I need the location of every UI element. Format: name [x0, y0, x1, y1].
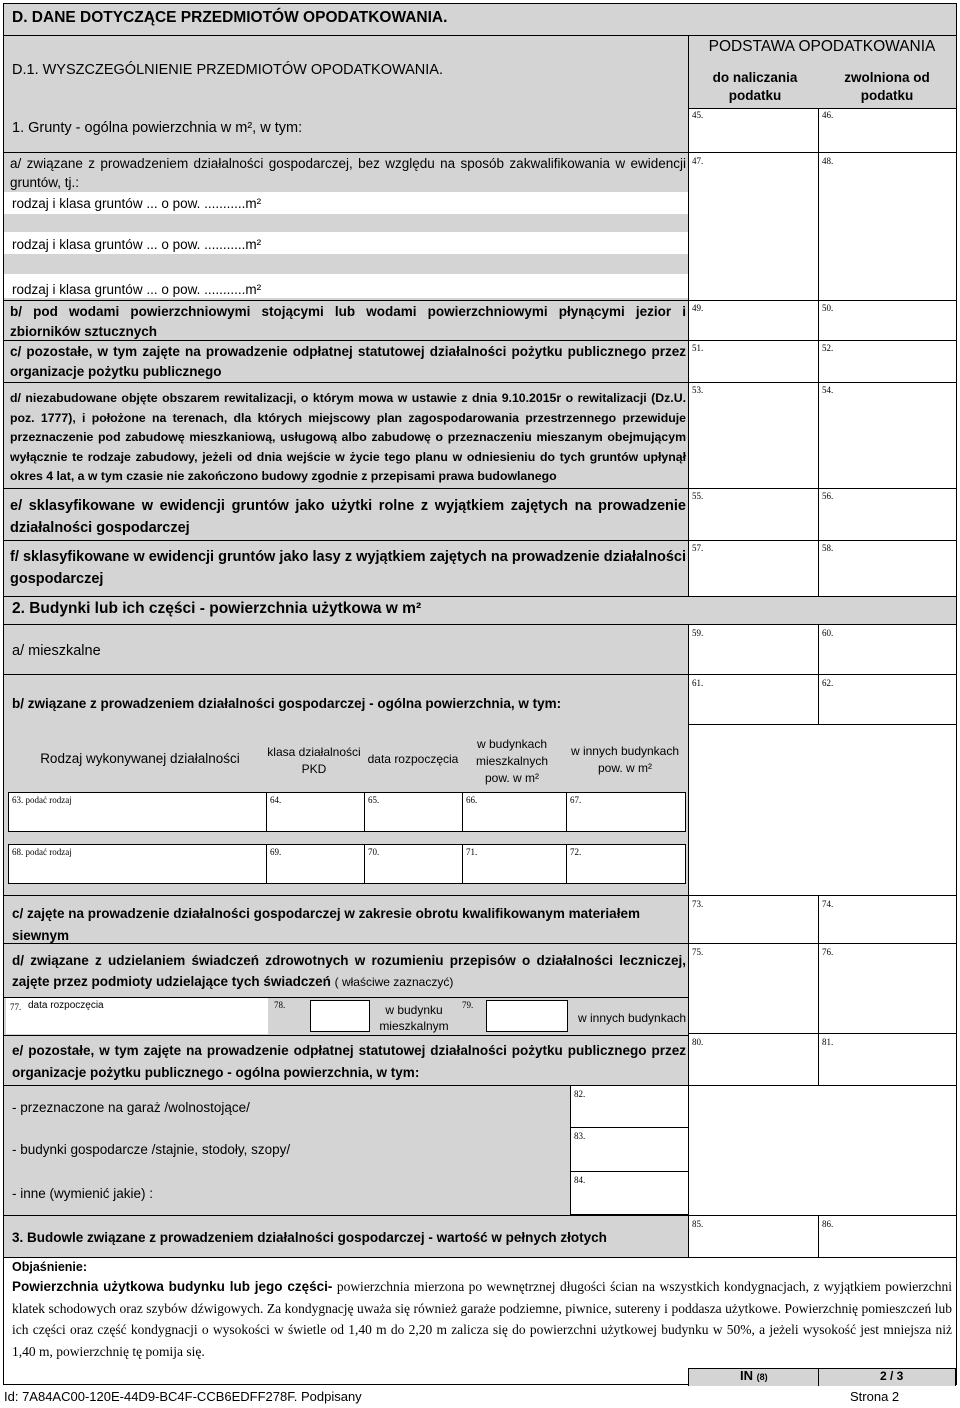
- field-48[interactable]: [818, 153, 956, 300]
- field-56[interactable]: [818, 489, 956, 540]
- field-53[interactable]: [688, 383, 818, 488]
- num-50: 50.: [822, 303, 834, 313]
- footer-box-divider: [818, 1368, 819, 1386]
- page-fraction: 2 / 3: [880, 1369, 904, 1383]
- field-59[interactable]: [688, 625, 818, 674]
- num-60: 60.: [822, 628, 834, 638]
- label-w-innych-budynkach: w innych budynkach: [578, 1011, 687, 1025]
- num-82: 82.: [574, 1089, 586, 1099]
- th-pkd: klasa działalności PKD: [267, 745, 361, 776]
- form-code-main: IN: [740, 1368, 753, 1383]
- field-81[interactable]: [818, 1033, 956, 1085]
- field-60[interactable]: [818, 625, 956, 674]
- grunty-f-text: f/ sklasyfikowane w ewidencji gruntów jako lasy z wyjątkiem zajętych na prowadzenie działalności gospodarczej: [10, 549, 686, 587]
- field-55[interactable]: [688, 489, 818, 540]
- budynki-e-text-a: e/ pozostałe, w tym zajęte na prowadzenie odpłatnej statutowej działalności pożytku publicznego przez organizacje pożytku publicznego: [12, 1043, 686, 1080]
- num-83: 83.: [574, 1131, 586, 1141]
- budynki-c-text: c/ zajęte na prowadzenie działalności gospodarczej w zakresie obrotu kwalifikowanym materiałem siewnym: [12, 906, 640, 943]
- field-83[interactable]: [570, 1127, 688, 1171]
- budynki-b-text: b/ związane z prowadzeniem działalności gospodarczej - ogólna powierzchnia, w tym:: [12, 696, 562, 711]
- budynki-e-text-b: - ogólna powierzchnia, w tym:: [227, 1065, 420, 1080]
- section-d-title: D. DANE DOTYCZĄCE PRZEDMIOTÓW OPODATKOWANIA.: [12, 9, 448, 26]
- num-64: 64.: [270, 795, 282, 805]
- budowle-title: 3. Budowle związane z prowadzeniem działalności gospodarczej - wartość w pełnych złotych: [12, 1230, 607, 1245]
- label-gospodarcze: - budynki gospodarcze /stajnie, stodoły, szopy/: [12, 1142, 291, 1157]
- objasnienie-body: powierzchnia mierzona po wewnętrznej długości ścian na wszystkich kondygnacjach, z wyjątkiem powierzchni klatek schodowych oraz szybów dźwigowych. Za kondygnację uważa się również garaże podziemne, piwnice, sutereny i poddasza użytkowe. Powierzchnię pomieszczeń lub ich części oraz część kondygnacji o wysokości w świetle od 1,40 m do 2,20 m zalicza się do powierzchni użytkowej budynku w 50%, a jeżeli wysokość jest mniejsza niż 1,40 m, powierzchnię tę pomija się.: [12, 1279, 953, 1359]
- num-45: 45.: [692, 110, 704, 120]
- col-do-naliczania: do naliczania podatku: [712, 70, 798, 103]
- col-zwolniona: zwolniona od podatku: [844, 70, 930, 103]
- num-71: 71.: [466, 847, 478, 857]
- field-57[interactable]: [688, 541, 818, 596]
- field-85[interactable]: [688, 1215, 818, 1257]
- label-inne: - inne (wymienić jakie) :: [12, 1186, 154, 1201]
- label-data-rozpoczecia: data rozpoczęcia: [28, 1000, 104, 1011]
- num-54: 54.: [822, 385, 834, 395]
- num-78: 78.: [274, 1000, 286, 1010]
- field-52[interactable]: [818, 341, 956, 382]
- th-mieszkalne: w budynkach mieszkalnych pow. w m²: [475, 737, 549, 785]
- num-85: 85.: [692, 1219, 704, 1229]
- footer-box: [688, 1368, 956, 1386]
- cell-67[interactable]: [566, 793, 685, 831]
- num-69: 69.: [270, 847, 282, 857]
- num-81: 81.: [822, 1037, 834, 1047]
- field-86[interactable]: [818, 1215, 956, 1257]
- sub-rows-right: [688, 1085, 956, 1215]
- grunty-c-text: c/ pozostałe, w tym zajęte na prowadzenie odpłatnej statutowej działalności pożytku publicznego przez organizacje pożytku publicznego: [10, 344, 686, 379]
- num-68: 68. podać rodzaj: [12, 847, 72, 857]
- num-63: 63. podać rodzaj: [12, 795, 72, 805]
- rodzaj-line-3[interactable]: rodzaj i klasa gruntów ... o pow. ...........m²: [12, 282, 262, 297]
- field-46[interactable]: [818, 108, 956, 152]
- field-80[interactable]: [688, 1033, 818, 1085]
- num-58: 58.: [822, 543, 834, 553]
- grunty-title: 1. Grunty - ogólna powierzchnia w m², w tym:: [12, 120, 303, 136]
- th-data: data rozpoczęcia: [367, 752, 459, 766]
- num-66: 66.: [466, 795, 478, 805]
- right-col-table-area: [688, 725, 956, 895]
- form-code: [740, 1368, 768, 1383]
- field-61[interactable]: [688, 675, 818, 725]
- field-50[interactable]: [818, 301, 956, 340]
- cell-66[interactable]: [462, 793, 566, 831]
- num-84: 84.: [574, 1175, 586, 1185]
- budynki-d-note: ( właściwe zaznaczyć): [334, 975, 454, 989]
- num-55: 55.: [692, 491, 704, 501]
- field-75[interactable]: [688, 943, 818, 1033]
- num-65: 65.: [368, 795, 380, 805]
- budynki-e-text: [12, 1040, 686, 1084]
- num-62: 62.: [822, 678, 834, 688]
- checkbox-78[interactable]: [310, 1000, 370, 1032]
- num-46: 46.: [822, 110, 834, 120]
- grunty-b-text: b/ pod wodami powierzchniowymi stojącymi lub wodami powierzchniowymi płynącymi jezior i zbiorników sztucznych: [10, 304, 686, 339]
- field-51[interactable]: [688, 341, 818, 382]
- cell-71[interactable]: [462, 845, 566, 883]
- label-w-budynku-mieszkalnym: w budynku mieszkalnym: [379, 1003, 449, 1033]
- budynki-a-text: a/ mieszkalne: [12, 643, 101, 659]
- th-inne: w innych budynkach pow. w m²: [570, 744, 680, 775]
- podstawa-title: PODSTAWA OPODATKOWANIA: [708, 38, 936, 55]
- grunty-e-text: e/ sklasyfikowane w ewidencji gruntów jako użytki rolne z wyjątkiem zajętych na prowadzenie działalności gospodarczej: [10, 498, 686, 536]
- field-62[interactable]: [818, 675, 956, 725]
- rodzaj-line-1[interactable]: rodzaj i klasa gruntów ... o pow. ...........m²: [12, 196, 262, 211]
- num-74: 74.: [822, 899, 834, 909]
- field-49[interactable]: [688, 301, 818, 340]
- num-72: 72.: [570, 847, 582, 857]
- field-47[interactable]: [688, 153, 818, 300]
- field-74[interactable]: [818, 895, 956, 943]
- budynki-d-bold: d/ związane z udzielaniem świadczeń zdrowotnych w rozumieniu przepisów o działalności leczniczej, zajęte przez podmioty udzielające tych świadczeń: [12, 953, 686, 989]
- label-garaz: - przeznaczone na garaż /wolnostojące/: [12, 1100, 250, 1115]
- field-82[interactable]: [570, 1085, 688, 1127]
- field-45[interactable]: [688, 108, 818, 152]
- num-53: 53.: [692, 385, 704, 395]
- document-id: Id: 7A84AC00-120E-44D9-BC4F-CCB6EDFF278F. Podpisany: [4, 1389, 362, 1404]
- num-47: 47.: [692, 156, 704, 166]
- objasnienie-lead: Powierzchnia użytkowa budynku lub jego części-: [12, 1279, 333, 1294]
- grunty-d-text: d/ niezabudowane objęte obszarem rewitalizacji, o którym mowa w ustawie z dnia 9.10.2015r o rewitalizacji (Dz.U. poz. 1777), i położone na terenach, dla których miejscowy plan zagospodarowania przestrzennego przewiduje przeznaczenie pod zabudowę mieszkaniową, usługową albo zabudowę o przeznaczeniu mieszanym obejmującym wyłącznie te rodzaje zabudowy, jeżeli od dnia wejście w życie tego planu w odniesieniu do tych gruntów upłynął okres 4 lat, a w tym czasie nie zakończono budowy zgodnie z przepisami prawa budowlanego: [10, 391, 686, 483]
- objasnienie-text: [12, 1276, 952, 1362]
- cell-72[interactable]: [566, 845, 685, 883]
- th-rodzaj: Rodzaj wykonywanej działalności: [40, 751, 240, 766]
- num-61: 61.: [692, 678, 704, 688]
- objasnienie-divider: [4, 1257, 956, 1258]
- num-75: 75.: [692, 947, 704, 957]
- num-59: 59.: [692, 628, 704, 638]
- page-number: Strona 2: [850, 1389, 900, 1404]
- num-79: 79.: [462, 1000, 474, 1010]
- divider-84-right: [688, 1085, 689, 1215]
- num-86: 86.: [822, 1219, 834, 1229]
- num-67: 67.: [570, 795, 582, 805]
- num-56: 56.: [822, 491, 834, 501]
- objasnienie-title: Objaśnienie:: [12, 1260, 88, 1274]
- num-73: 73.: [692, 899, 704, 909]
- num-80: 80.: [692, 1037, 704, 1047]
- budynki-d-text: [12, 950, 686, 993]
- budynki-title: 2. Budynki lub ich części - powierzchnia użytkowa w m²: [12, 600, 422, 617]
- num-49: 49.: [692, 303, 704, 313]
- field-76[interactable]: [818, 943, 956, 1033]
- rodzaj-line-2[interactable]: rodzaj i klasa gruntów ... o pow. ...........m²: [12, 237, 262, 252]
- section-d1-title: D.1. WYSZCZEGÓLNIENIE PRZEDMIOTÓW OPODATKOWANIA.: [12, 62, 443, 78]
- num-51: 51.: [692, 343, 704, 353]
- field-84[interactable]: [570, 1171, 688, 1215]
- field-58[interactable]: [818, 541, 956, 596]
- num-52: 52.: [822, 343, 834, 353]
- num-76: 76.: [822, 947, 834, 957]
- checkbox-79[interactable]: [486, 1000, 568, 1032]
- num-48: 48.: [822, 156, 834, 166]
- field-73[interactable]: [688, 895, 818, 943]
- num-77: 77.: [10, 1002, 22, 1012]
- num-70: 70.: [368, 847, 380, 857]
- grunty-a-text: a/ związane z prowadzeniem działalności gospodarczej, bez względu na sposób zakwalifikowania w ewidencji gruntów, tj.:: [10, 156, 686, 190]
- num-57: 57.: [692, 543, 704, 553]
- field-54[interactable]: [818, 383, 956, 488]
- form-code-ver: (8): [756, 1372, 768, 1382]
